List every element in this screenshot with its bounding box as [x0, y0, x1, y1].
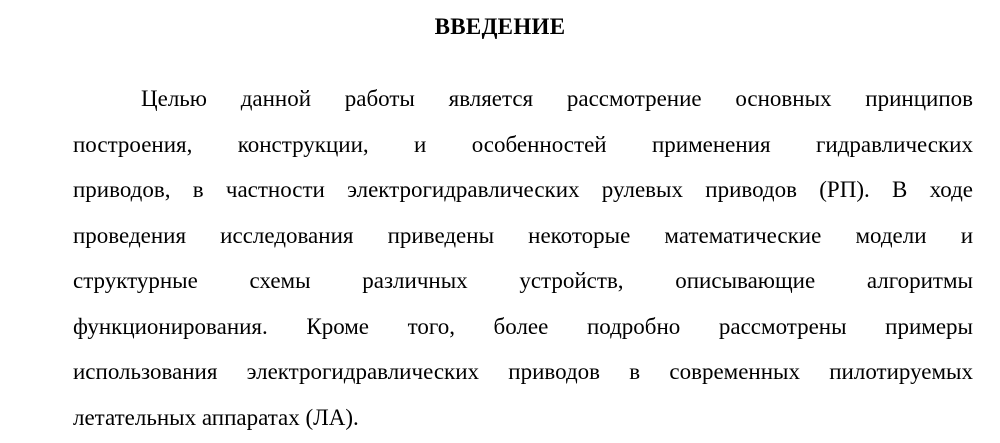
paragraph-line-2: построения, конструкции, и особенностей применения гидравлических: [73, 131, 973, 157]
paragraph-line-3: приводов, в частности электрогидравлических рулевых приводов (РП). В ходе: [73, 177, 973, 202]
paragraph-line-6: функционирования. Кроме того, более подробно рассмотрены примеры: [73, 313, 973, 339]
intro-paragraph: [73, 76, 973, 440]
paragraph-line-4: проведения исследования приведены некоторые математические модели и: [73, 222, 973, 248]
paragraph-line-1: Целью данной работы является рассмотрение основных принципов: [141, 86, 973, 111]
paragraph-line-8: летательных аппаратах (ЛА).: [73, 404, 359, 430]
paragraph-line-7: использования электрогидравлических приводов в современных пилотируемых: [73, 359, 973, 384]
section-heading: ВВЕДЕНИЕ: [434, 14, 566, 39]
paragraph-line-5: структурные схемы различных устройств, описывающие алгоритмы: [73, 268, 973, 293]
